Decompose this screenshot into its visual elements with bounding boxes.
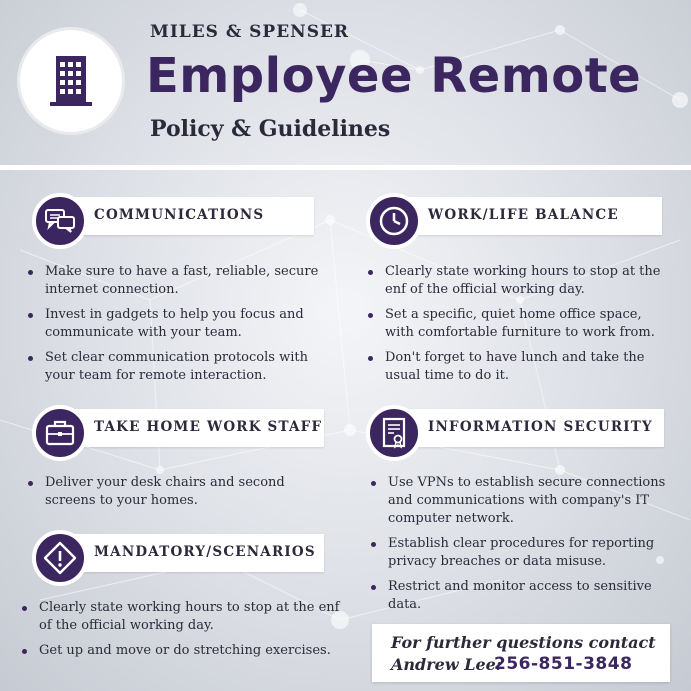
section-heading-bar — [72, 534, 324, 572]
list-item: Set a specific, quiet home office space, with comfortable furniture to work from. — [367, 306, 667, 342]
section-heading-bar — [72, 409, 324, 447]
contact-phone[interactable]: 256-851-3848 — [494, 654, 633, 674]
contact-prompt: For further questions contact — [391, 633, 656, 652]
list-item: Make sure to have a fast, reliable, secure internet connection. — [27, 263, 327, 299]
list-item: Restrict and monitor access to sensitive data. — [370, 578, 670, 614]
section-heading: TAKE HOME WORK STAFF — [94, 419, 323, 435]
office-building-icon — [42, 52, 100, 110]
list-item: Invest in gadgets to help you focus and communicate with your team. — [27, 306, 327, 342]
section-heading: WORK/LIFE BALANCE — [428, 207, 619, 223]
contact-box — [372, 624, 670, 682]
list-item: Establish clear procedures for reporting privacy breaches or data misuse. — [370, 535, 670, 571]
section-heading-bar — [72, 197, 314, 235]
list-item: Clearly state working hours to stop at the enf of the official working day. — [367, 263, 667, 299]
list-item: Use VPNs to establish secure connections and communications with company's IT computer network. — [370, 474, 670, 528]
section-heading-bar — [406, 409, 664, 447]
work-life-list — [367, 263, 667, 392]
chat-bubbles-icon — [32, 193, 88, 249]
list-item: Get up and move or do stretching exercises. — [21, 642, 341, 660]
take-home-list — [27, 474, 332, 517]
list-item: Deliver your desk chairs and second screens to your homes. — [27, 474, 332, 510]
page-subtitle: Policy & Guidelines — [150, 116, 391, 142]
warning-diamond-icon — [32, 530, 88, 586]
communications-list — [27, 263, 327, 392]
briefcase-icon — [32, 405, 88, 461]
certificate-document-icon — [366, 405, 422, 461]
contact-name: Andrew Lee: — [391, 655, 502, 674]
list-item: Don't forget to have lunch and take the usual time to do it. — [367, 349, 667, 385]
list-item: Set clear communication protocols with your team for remote interaction. — [27, 349, 327, 385]
section-heading-bar — [406, 197, 662, 235]
logo-badge — [20, 30, 122, 132]
company-name: MILES & SPENSER — [150, 22, 350, 42]
header-divider — [0, 165, 691, 170]
information-security-list — [370, 474, 670, 621]
header — [0, 0, 691, 165]
section-heading: MANDATORY/SCENARIOS — [94, 544, 316, 560]
list-item: Clearly state working hours to stop at the enf of the official working day. — [21, 599, 341, 635]
clock-icon — [366, 193, 422, 249]
section-heading: COMMUNICATIONS — [94, 207, 265, 223]
section-heading: INFORMATION SECURITY — [428, 419, 653, 435]
page-title: Employee Remote — [146, 48, 642, 104]
mandatory-list — [21, 599, 341, 667]
